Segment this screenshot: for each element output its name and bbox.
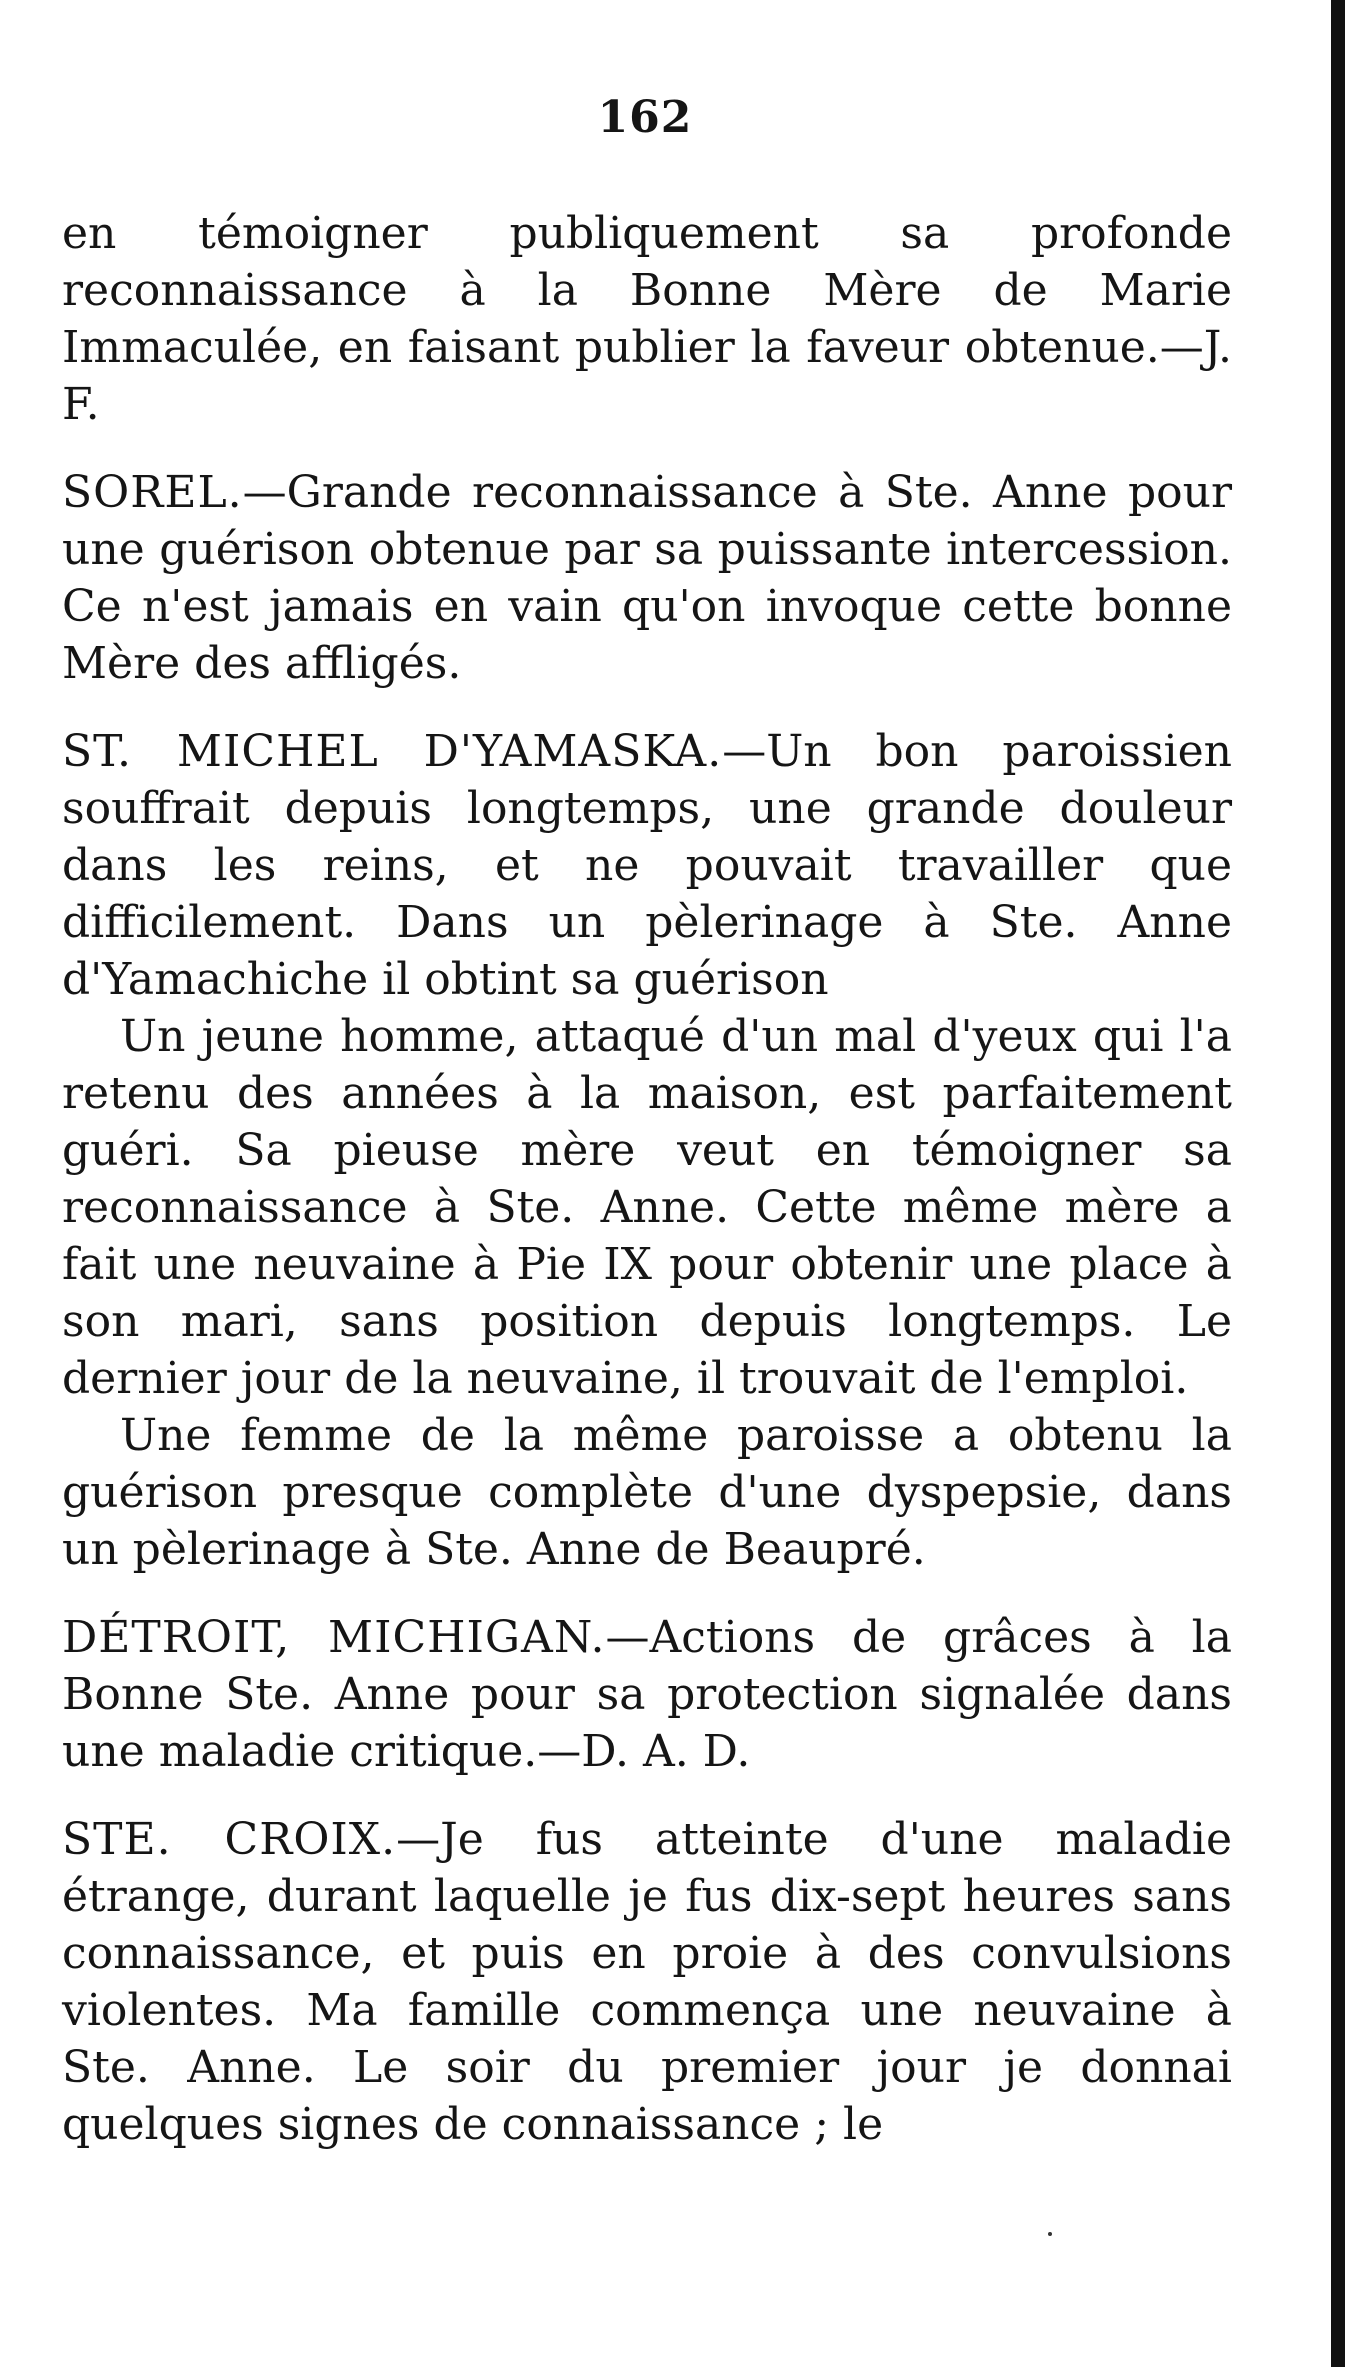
page-number: 162: [597, 92, 693, 143]
paragraph-text: —Grande reconnaissance à Ste. Anne pour une guérison obtenue par sa puissante intercession. Ce n'est jamais en vain qu'on invoque cette bonne Mère des affligés.: [62, 467, 1232, 689]
place-name: STE. CROIX.: [62, 1814, 397, 1865]
place-name: SOREL.: [62, 467, 243, 518]
paragraph-text: Une femme de la même paroisse a obtenu la guérison presque complète d'une dyspepsie, dans un pèlerinage à Ste. Anne de Beaupré.: [62, 1410, 1232, 1575]
entry-detroit-michigan: [62, 1609, 1232, 1780]
paragraph-continuation: [62, 205, 1232, 433]
place-name: ST. MICHEL D'YAMASKA.: [62, 726, 723, 777]
paragraph-jeune-homme: [62, 1008, 1232, 1407]
scan-speck: [1048, 2232, 1052, 2236]
paragraph-une-femme: [62, 1407, 1232, 1578]
place-name: DÉTROIT, MICHIGAN.: [62, 1612, 606, 1663]
paragraph-text: —Actions de grâces à la Bonne Ste. Anne pour sa protection signalée dans une maladie critique.—D. A. D.: [62, 1612, 1232, 1777]
entry-st-michel-yamaska: [62, 723, 1232, 1008]
entry-ste-croix: [62, 1811, 1232, 2153]
paragraph-text: —Je fus atteinte d'une maladie étrange, durant laquelle je fus dix-sept heures sans connaissance, et puis en proie à des convulsions violentes. Ma famille commença une neuvaine à Ste. Anne. Le soir du premier jour je donnai quelques signes de connaissance ; le: [62, 1814, 1232, 2150]
paragraph-text: en témoigner publiquement sa profonde reconnaissance à la Bonne Mère de Marie Immaculée, en faisant publier la faveur obtenue.—J. F.: [62, 208, 1232, 430]
body-text: [62, 205, 1232, 2153]
paragraph-text: Un jeune homme, attaqué d'un mal d'yeux qui l'a retenu des années à la maison, est parfaitement guéri. Sa pieuse mère veut en témoigner sa reconnaissance à Ste. Anne. Cette même mère a fait une neuvaine à Pie IX pour obtenir une place à son mari, sans position depuis longtemps. Le dernier jour de la neuvaine, il trouvait de l'emploi.: [62, 1011, 1232, 1404]
paragraph-text: —Un bon paroissien souffrait depuis longtemps, une grande douleur dans les reins, et ne pouvait travailler que difficilement. Dans un pèlerinage à Ste. Anne d'Yamachiche il obtint sa guérison: [62, 726, 1232, 1005]
entry-sorel: [62, 464, 1232, 692]
page-edge-rule: [1331, 0, 1345, 2367]
